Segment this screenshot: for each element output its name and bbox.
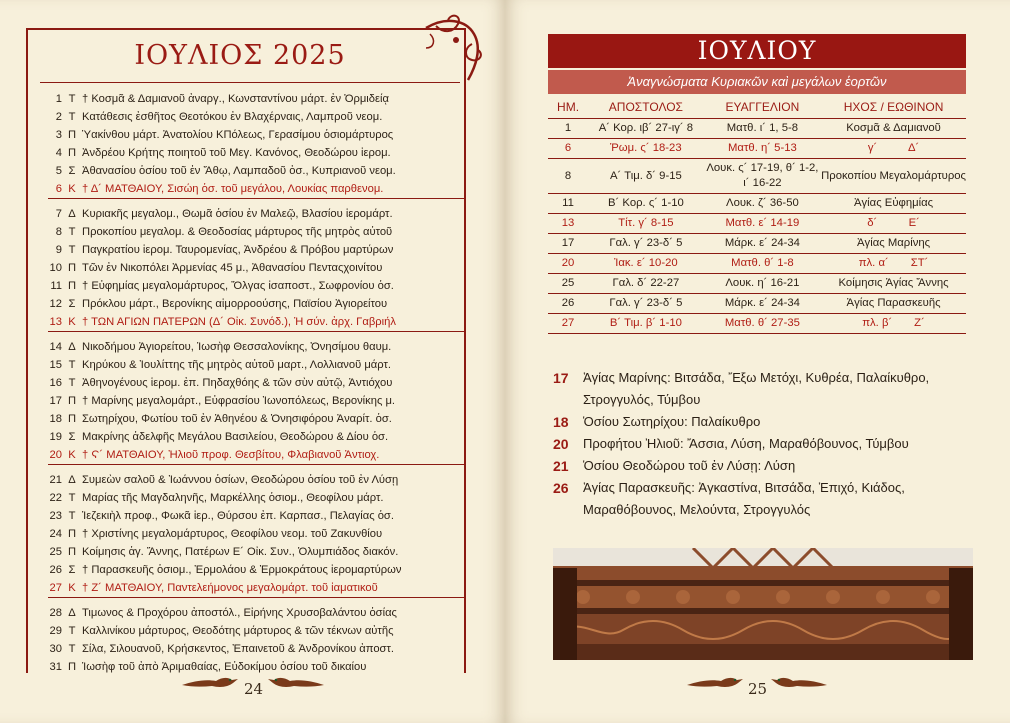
day-number: 23 [49, 510, 62, 522]
day-number: 6 [55, 183, 62, 195]
day-row [48, 658, 466, 676]
saint-text: † Παρασκευῆς ὁσιομ., Ἑρμολάου & Ἑρμοκράτους ἱερομαρτύρων [82, 564, 402, 576]
day-row [48, 108, 466, 126]
reading-evangelion: Λουκ. η´ 16-21 [704, 274, 821, 294]
readings-title: ΙΟΥΛΙΟΥ [548, 34, 966, 68]
reading-echos: Κοίμησις Ἁγίας Ἄννης [821, 274, 966, 294]
weekday-letter: Σ [68, 165, 76, 177]
weekday-letter: Π [67, 262, 77, 274]
saint-text: Ἰωσὴφ τοῦ ἀπὸ Ἀριμαθαίας, Εὐδοκίμου ὁσίου τοῦ δικαίου [82, 661, 367, 673]
day-row [48, 640, 466, 658]
weekday-letter: Τ [68, 625, 76, 637]
day-row [48, 507, 466, 525]
readings-subtitle: Ἀναγνώσματα Κυριακῶν καὶ μεγάλων ἑορτῶν [548, 70, 966, 94]
feast-text: Ἁγίας Παρασκευῆς: Ἀγκαστίνα, Βιτσάδα, Ἐπιχό, Κιάδος, Μαραθόβουνος, Μελούντα, Στρογγυλός [583, 480, 905, 517]
reading-apostolos: Α´ Τιμ. δ´ 9-15 [588, 159, 704, 194]
day-row [48, 374, 466, 392]
reading-apostolos: Τίτ. γ´ 8-15 [588, 214, 704, 234]
weekday-letter: Τ [68, 643, 76, 655]
feast-text: Ἁγίας Μαρίνης: Βιτσάδα, Ἔξω Μετόχι, Κυθρέα, Παλαίκυθρο, Στρογγυλός, Τύμβου [583, 370, 930, 407]
day-row [48, 313, 466, 332]
reading-apostolos: Γαλ. γ´ 23-δ´ 5 [588, 234, 704, 254]
day-list [48, 90, 466, 676]
reading-day: 25 [548, 274, 588, 294]
saint-text: † ΤΩΝ ΑΓΙΩΝ ΠΑΤΕΡΩΝ (Δ´ Οἰκ. Συνόδ.), Ἡ σύν. ἀρχ. Γαβριήλ [82, 316, 396, 328]
saint-text: Πρόκλου μάρτ., Βερονίκης αἱμορροούσης, Παϊσίου Ἁγιορείτου [82, 298, 388, 310]
saint-text: Κηρύκου & Ἰουλίττης τῆς μητρὸς αὐτοῦ μαρτ., Λολλιανοῦ μάρτ. [82, 359, 391, 371]
col-echos-header: ΗΧΟΣ / ΕΩΘΙΝΟΝ [821, 98, 966, 119]
day-number: 15 [49, 359, 62, 371]
reading-apostolos: Ἰακ. ε´ 10-20 [588, 254, 704, 274]
reading-row [548, 119, 966, 139]
weekday-letter: Τ [68, 510, 76, 522]
weekday-letter: Κ [68, 183, 76, 195]
reading-row [548, 314, 966, 334]
reading-day: 20 [548, 254, 588, 274]
saint-text: Παγκρατίου ἱερομ. Ταυρομενίας, Ἀνδρέου & Πρόβου μαρτύρων [82, 244, 394, 256]
reading-echos: Ἁγίας Παρασκευῆς [821, 294, 966, 314]
saint-text: Νικοδήμου Ἁγιορείτου, Ἰωσὴφ Θεσσαλονίκης, Ὀνησίμου θαυμ. [82, 341, 392, 353]
reading-row [548, 159, 966, 194]
saint-text: Ὑακίνθου μάρτ. Ἀνατολίου ΚΠόλεως, Γερασίμου ὁσιομάρτυρος [82, 129, 394, 141]
reading-apostolos: Α´ Κορ. ιβ´ 27-ιγ´ 8 [588, 119, 704, 139]
day-number: 17 [49, 395, 62, 407]
reading-echos: Κοσμᾶ & Δαμιανοῦ [821, 119, 966, 139]
saint-text: Τῶν ἐν Νικοπόλει Ἀρμενίας 45 μ., Ἀθανασίου Πενταςχοινίτου [82, 262, 383, 274]
right-page [505, 0, 1010, 723]
saint-text: Προκοπίου μεγαλομ. & Θεοδοσίας μάρτυρος τῆς μητρὸς αὐτοῦ [82, 226, 393, 238]
reading-echos: Ἁγίας Εὐφημίας [821, 194, 966, 214]
saint-text: † Ϛ´ ΜΑΤΘΑΙΟΥ, Ἠλιοῦ προφ. Θεσβίτου, Φλαβιανοῦ Ἀντιοχ. [82, 449, 380, 461]
day-number: 12 [49, 298, 62, 310]
saint-text: † Μαρίνης μεγαλομάρτ., Εὐφρασίου Ἰωνοπόλεως, Βερονίκης μ. [82, 395, 396, 407]
feast-text: Ὁσίου Σωτηρίχου: Παλαίκυθρο [583, 414, 761, 429]
pheasant-left-icon-2 [685, 671, 745, 693]
day-row [48, 162, 466, 180]
day-number: 22 [49, 492, 62, 504]
saint-text: Τιμωνος & Προχόρου ἀποστόλ., Εἰρήνης Χρυσοβαλάντου ὁσίας [82, 607, 397, 619]
day-number: 28 [49, 607, 62, 619]
reading-echos: Ἁγίας Μαρίνης [821, 234, 966, 254]
reading-apostolos: Ῥωμ. ς´ 18-23 [588, 139, 704, 159]
weekday-letter: Κ [68, 316, 76, 328]
day-number: 5 [55, 165, 62, 177]
day-row [48, 144, 466, 162]
saint-text: † Κοσμᾶ & Δαμιανοῦ ἀναργ., Κωνσταντίνου μάρτ. ἐν Ὀρμιδείᾳ [82, 93, 389, 105]
day-row [48, 277, 466, 295]
reading-echos: γ´ Δ´ [821, 139, 966, 159]
reading-evangelion: Λουκ. ς´ 17-19, θ´ 1-2, ι´ 16-22 [704, 159, 821, 194]
reading-day: 8 [548, 159, 588, 194]
day-row [48, 392, 466, 410]
day-number: 11 [50, 280, 62, 292]
weekday-letter: Τ [68, 359, 76, 371]
day-number: 26 [49, 564, 62, 576]
day-number: 14 [49, 341, 62, 353]
reading-row [548, 234, 966, 254]
day-number: 30 [49, 643, 62, 655]
day-number: 16 [49, 377, 62, 389]
weekday-letter: Π [67, 413, 77, 425]
day-row [48, 471, 466, 489]
reading-evangelion: Λουκ. ζ´ 36-50 [704, 194, 821, 214]
day-number: 13 [49, 316, 62, 328]
reading-day: 13 [548, 214, 588, 234]
carved-iconostasis-photo [553, 548, 973, 660]
weekday-letter: Κ [68, 582, 76, 594]
reading-day: 1 [548, 119, 588, 139]
weekday-letter: Τ [68, 377, 76, 389]
saint-text: † Ζ´ ΜΑΤΘΑΙΟΥ, Παντελεήμονος μεγαλομάρτ. τοῦ ἰαματικοῦ [82, 582, 378, 594]
day-number: 20 [49, 449, 62, 461]
feast-entry [553, 411, 973, 433]
day-number: 2 [55, 111, 62, 123]
day-row [48, 622, 466, 640]
weekday-letter: Π [67, 546, 77, 558]
reading-row [548, 139, 966, 159]
day-row [48, 90, 466, 108]
reading-evangelion: Μάρκ. ε´ 24-34 [704, 294, 821, 314]
reading-evangelion: Ματθ. θ´ 1-8 [704, 254, 821, 274]
day-row [48, 525, 466, 543]
carving-image [553, 548, 973, 660]
feast-day: 20 [553, 436, 569, 452]
saint-text: Ἀνδρέου Κρήτης ποιητοῦ τοῦ Μεγ. Κανόνος, Θεοδώρου ἱερομ. [82, 147, 391, 159]
pheasant-right-icon-2 [769, 671, 829, 693]
saint-text: Καλλινίκου μάρτυρος, Θεοδότης μάρτυρος & τῶν τέκνων αὐτῆς [82, 625, 394, 637]
reading-evangelion: Μάρκ. ε´ 24-34 [704, 234, 821, 254]
day-row [48, 126, 466, 144]
frame-top-line [26, 28, 466, 30]
reading-row [548, 194, 966, 214]
saint-text: Κυριακῆς μεγαλομ., Θωμᾶ ὁσίου ἐν Μαλεῷ, Βλασίου ἱερομάρτ. [82, 208, 393, 220]
weekday-letter: Τ [68, 93, 76, 105]
day-row [48, 428, 466, 446]
day-number: 7 [55, 208, 62, 220]
weekday-letter: Δ [68, 208, 76, 220]
day-number: 31 [49, 661, 62, 673]
day-row [48, 259, 466, 277]
day-number: 18 [49, 413, 62, 425]
day-row [48, 180, 466, 199]
reading-echos: δ´ Ε´ [821, 214, 966, 234]
saint-text: † Δ´ ΜΑΤΘΑΙΟΥ, Σισώη ὁσ. τοῦ μεγάλου, Λουκίας παρθενομ. [82, 183, 384, 195]
weekday-letter: Π [67, 395, 77, 407]
saint-text: Σωτηρίχου, Φωτίου τοῦ ἐν Ἀθηνέου & Ὀνησιφόρου Ἀναρίτ. ὁσ. [82, 413, 392, 425]
saint-text: Κατάθεσις ἐσθῆτος Θεοτόκου ἐν Βλαχέρναις, Λαμπροῦ νεομ. [82, 111, 383, 123]
reading-apostolos: Β´ Κορ. ς´ 1-10 [588, 194, 704, 214]
weekday-letter: Σ [68, 431, 76, 443]
day-number: 4 [55, 147, 62, 159]
page-title: ΙΟΥΛΙΟΣ 2025 [134, 40, 346, 71]
feast-day: 17 [553, 370, 569, 386]
title-divider [40, 82, 460, 83]
col-apostolos-header: ΑΠΟΣΤΟΛΟΣ [588, 98, 704, 119]
reading-evangelion: Ματθ. θ´ 27-35 [704, 314, 821, 334]
reading-day: 11 [548, 194, 588, 214]
reading-echos: Προκοπίου Μεγαλομάρτυρος [821, 159, 966, 194]
saint-text: Μαρίας τῆς Μαγδαληνῆς, Μαρκέλλης ὁσιομ., Θεοφίλου μάρτ. [82, 492, 384, 504]
day-number: 27 [49, 582, 62, 594]
weekday-letter: Τ [68, 111, 76, 123]
day-row [48, 579, 466, 598]
day-row [48, 410, 466, 428]
saint-text: Ἀθανασίου ὁσίου τοῦ ἐν Ἄθῳ, Λαμπαδοῦ ὁσ., Κυπριανοῦ νεομ. [82, 165, 396, 177]
weekday-letter: Τ [68, 226, 76, 238]
reading-row [548, 214, 966, 234]
day-number: 3 [55, 129, 62, 141]
reading-echos: πλ. α´ ΣΤ´ [821, 254, 966, 274]
day-number: 24 [49, 528, 62, 540]
reading-day: 26 [548, 294, 588, 314]
saint-text: † Εὐφημίας μεγαλομάρτυρος, Ὄλγας ἰσαποστ., Σωφρονίου ὁσ. [82, 280, 394, 292]
day-row [48, 489, 466, 507]
pheasant-right-icon [266, 671, 326, 693]
day-number: 25 [49, 546, 62, 558]
weekday-letter: Δ [68, 607, 76, 619]
day-row [48, 543, 466, 561]
weekday-letter: Π [67, 661, 77, 673]
readings-table [548, 98, 966, 334]
feast-text: Προφήτου Ἠλιοῦ: Ἄσσια, Λύση, Μαραθόβουνος, Τύμβου [583, 436, 909, 451]
day-row [48, 356, 466, 374]
col-day-header: ΗΜ. [548, 98, 588, 119]
saint-text: Σίλα, Σιλουανοῦ, Κρήσκεντος, Ἐπαινετοῦ & Ἀνδρονίκου ἀποστ. [82, 643, 394, 655]
day-number: 1 [55, 93, 62, 105]
feast-day: 21 [553, 458, 569, 474]
feast-entry [553, 367, 973, 411]
reading-evangelion: Ματθ. ι´ 1, 5-8 [704, 119, 821, 139]
page-number-right: 25 [748, 680, 768, 698]
page-number-left: 24 [244, 680, 264, 698]
saint-text: Ἰεζεκιὴλ προφ., Φωκᾶ ἱερ., Θύρσου ἐπ. Καρπασ., Πελαγίας ὁσ. [82, 510, 394, 522]
reading-apostolos: Β´ Τιμ. β´ 1-10 [588, 314, 704, 334]
feast-entry [553, 433, 973, 455]
weekday-letter: Δ [68, 341, 76, 353]
day-number: 10 [49, 262, 62, 274]
weekday-letter: Τ [68, 244, 76, 256]
feast-entry [553, 455, 973, 477]
weekday-letter: Π [67, 280, 77, 292]
day-row [48, 446, 466, 465]
feast-day: 26 [553, 480, 569, 496]
day-row [48, 241, 466, 259]
weekday-letter: Κ [68, 449, 76, 461]
saint-text: Κοίμησις ἁγ. Ἄννης, Πατέρων Ε´ Οἰκ. Συν., Ὀλυμπιάδος διακόν. [82, 546, 399, 558]
weekday-letter: Τ [68, 492, 76, 504]
saint-text: Ἀθηνογένους ἱερομ. ἐπ. Πηδαχθόης & τῶν σὺν αὐτῷ, Ἀντιόχου [82, 377, 393, 389]
weekday-letter: Π [67, 147, 77, 159]
weekday-letter: Σ [68, 298, 76, 310]
day-row [48, 205, 466, 223]
reading-day: 17 [548, 234, 588, 254]
day-number: 8 [55, 226, 62, 238]
feast-day: 18 [553, 414, 569, 430]
readings-header-row [548, 98, 966, 119]
feast-text: Ὁσίου Θεοδώρου τοῦ ἐν Λύσῃ: Λύση [583, 458, 796, 473]
reading-row [548, 254, 966, 274]
reading-apostolos: Γαλ. γ´ 23-δ´ 5 [588, 294, 704, 314]
reading-day: 27 [548, 314, 588, 334]
day-row [48, 295, 466, 313]
weekday-letter: Δ [68, 474, 76, 486]
saint-text: Μακρίνης ἀδελφῆς Μεγάλου Βασιλείου, Θεοδώρου & Δίου ὁσ. [82, 431, 389, 443]
day-row [48, 604, 466, 622]
pheasant-left-icon [180, 671, 240, 693]
reading-row [548, 294, 966, 314]
reading-apostolos: Γαλ. δ´ 22-27 [588, 274, 704, 294]
weekday-letter: Π [67, 528, 77, 540]
reading-day: 6 [548, 139, 588, 159]
saint-text: † Χριστίνης μεγαλομάρτυρος, Θεοφίλου νεομ. τοῦ Ζακυνθίου [82, 528, 383, 540]
day-row [48, 223, 466, 241]
day-row [48, 561, 466, 579]
feast-entry [553, 477, 973, 521]
weekday-letter: Σ [68, 564, 76, 576]
day-row [48, 338, 466, 356]
frame-left-line [26, 28, 28, 673]
weekday-letter: Π [67, 129, 77, 141]
day-number: 29 [49, 625, 62, 637]
reading-evangelion: Ματθ. ε´ 14-19 [704, 214, 821, 234]
day-number: 9 [55, 244, 62, 256]
reading-row [548, 274, 966, 294]
day-number: 19 [49, 431, 62, 443]
col-evangelion-header: ΕΥΑΓΓΕΛΙΟΝ [704, 98, 821, 119]
feast-list [553, 367, 973, 521]
day-number: 21 [49, 474, 62, 486]
reading-evangelion: Ματθ. η´ 5-13 [704, 139, 821, 159]
saint-text: Συμεὼν σαλοῦ & Ἰωάννου ὁσίων, Θεοδώρου ὁσίου τοῦ ἐν Λύσῃ [82, 474, 399, 486]
reading-echos: πλ. β´ Ζ´ [821, 314, 966, 334]
